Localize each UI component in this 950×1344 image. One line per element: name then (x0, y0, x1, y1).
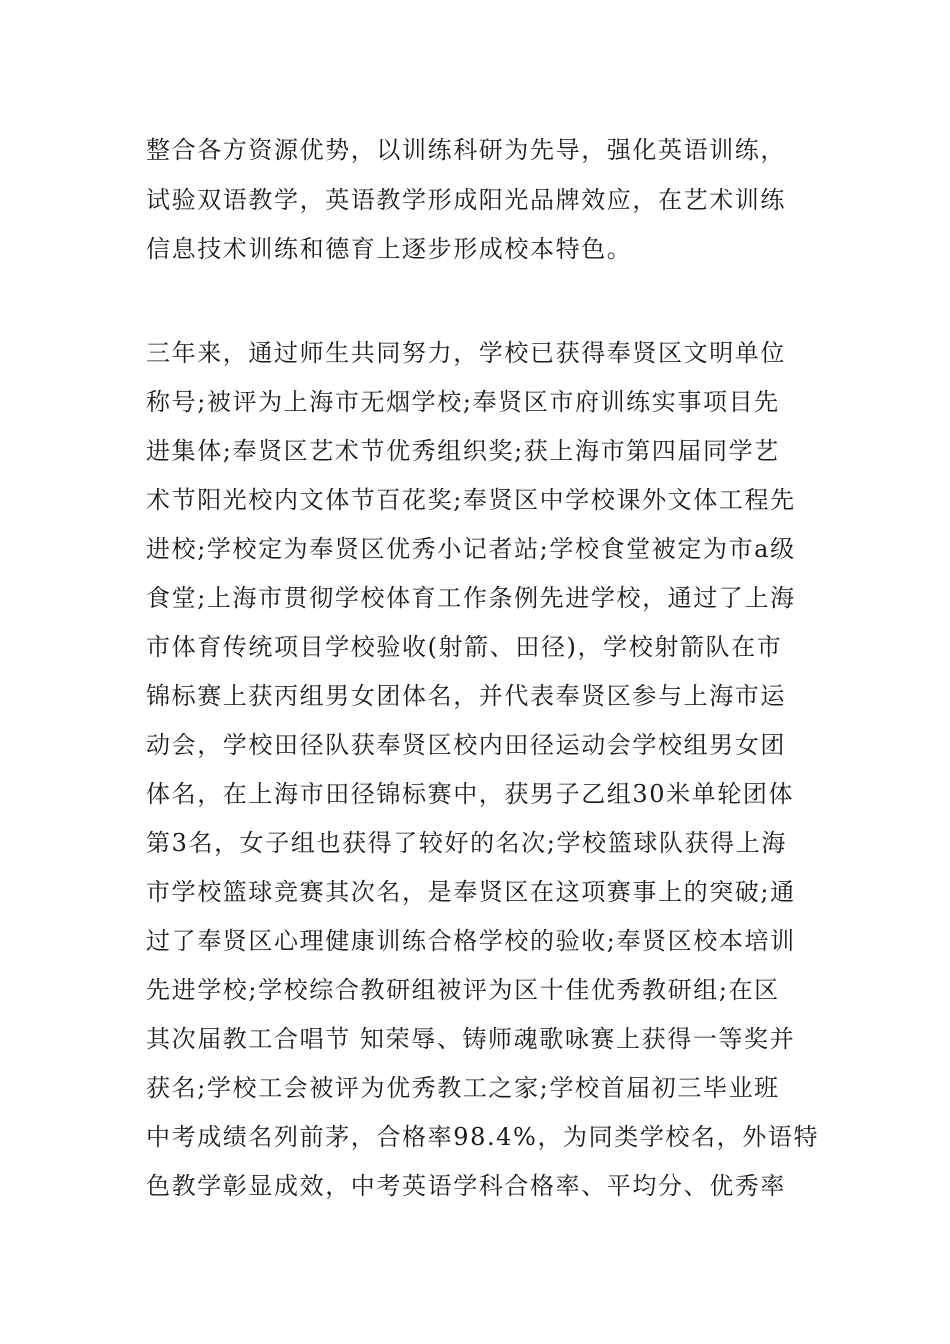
paragraph-1-line-2: 试验双语教学，英语教学形成阳光品牌效应，在艺术训练 (146, 186, 786, 214)
paragraph-1-line-3: 信息技术训练和德育上逐步形成校本特色。 (146, 235, 633, 263)
paragraph-2-line-8: 锦标赛上获丙组男女团体名，并代表奉贤区参与上海市运 (146, 682, 786, 710)
paragraph-2-line-18: 色教学彰显成效，中考英语学科合格率、平均分、优秀率 (146, 1172, 786, 1200)
paragraph-2-line-10: 体名，在上海市田径锦标赛中，获男子乙组30米单轮团体 (146, 780, 795, 808)
paragraph-2-line-6: 食堂;上海市贯彻学校体育工作条例先进学校，通过了上海 (146, 584, 796, 612)
paragraph-2-line-9: 动会，学校田径队获奉贤区校内田径运动会学校组男女团 (146, 731, 786, 759)
paragraph-2-line-5: 进校;学校定为奉贤区优秀小记者站;学校食堂被定为市a级 (146, 535, 796, 563)
paragraph-2-line-12: 市学校篮球竞赛其次名，是奉贤区在这项赛事上的突破;通 (146, 878, 796, 906)
paragraph-2-line-14: 先进学校;学校综合教研组被评为区十佳优秀教研组;在区 (146, 976, 780, 1004)
paragraph-2-line-11: 第3名，女子组也获得了较好的名次;学校篮球队获得上海 (146, 829, 787, 857)
paragraph-2-line-2: 称号;被评为上海市无烟学校;奉贤区市府训练实事项目先 (146, 388, 780, 416)
paragraph-1-line-1: 整合各方资源优势，以训练科研为先导，强化英语训练， (146, 136, 786, 164)
paragraph-2-line-13: 过了奉贤区心理健康训练合格学校的验收;奉贤区校本培训 (146, 927, 796, 955)
paragraph-2-line-7: 市体育传统项目学校验收(射箭、田径)，学校射箭队在市 (146, 633, 783, 661)
paragraph-2-line-3: 进集体;奉贤区艺术节优秀组织奖;获上海市第四届同学艺 (146, 437, 780, 465)
paragraph-2-line-16: 获名;学校工会被评为优秀教工之家;学校首届初三毕业班 (146, 1074, 780, 1102)
paragraph-2-line-17: 中考成绩名列前茅，合格率98.4%，为同类学校名，外语特 (146, 1123, 820, 1151)
paragraph-2-line-15: 其次届教工合唱节 知荣辱、铸师魂歌咏赛上获得一等奖并 (146, 1025, 796, 1053)
paragraph-2-line-1: 三年来，通过师生共同努力，学校已获得奉贤区文明单位 (146, 339, 786, 367)
paragraph-2-line-4: 术节阳光校内文体节百花奖;奉贤区中学校课外文体工程先 (146, 486, 796, 514)
